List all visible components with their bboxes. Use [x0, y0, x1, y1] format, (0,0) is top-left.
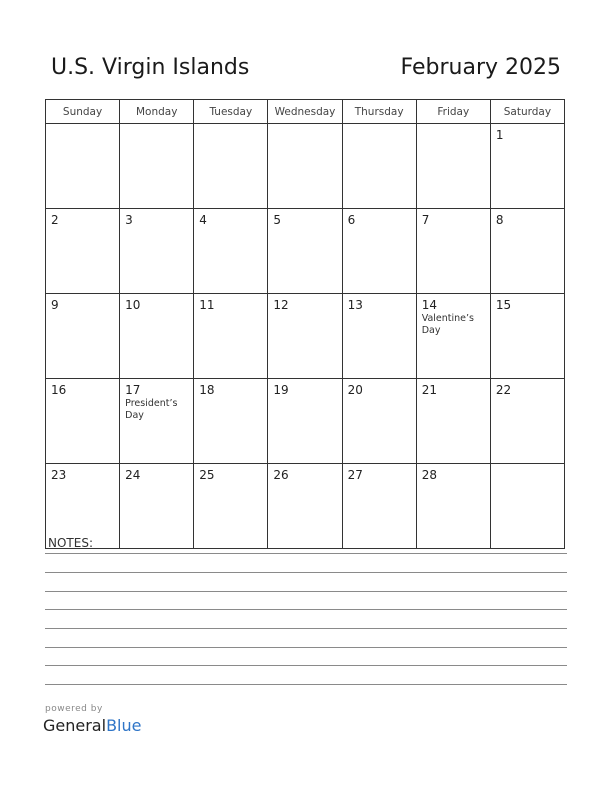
week-row	[46, 464, 565, 549]
day-cell	[490, 464, 564, 549]
day-cell	[194, 124, 268, 209]
weekday-header: Friday	[416, 100, 490, 124]
day-cell	[268, 379, 342, 464]
notes-line	[45, 647, 567, 648]
week-row	[46, 294, 565, 379]
day-number: 2	[51, 213, 59, 227]
weekday-header: Sunday	[46, 100, 120, 124]
notes-line	[45, 591, 567, 592]
generalblue-logo[interactable]	[43, 716, 141, 735]
notes-line	[45, 628, 567, 629]
day-number: 17	[125, 383, 141, 397]
weekday-header: Saturday	[490, 100, 564, 124]
holiday-label-valentines: Valentine’s Day	[421, 313, 474, 336]
weekday-header: Tuesday	[194, 100, 268, 124]
day-number: 14	[421, 298, 437, 312]
day-cell	[194, 464, 268, 549]
day-cell	[342, 294, 416, 379]
day-cell	[46, 379, 120, 464]
powered-by-text: powered by	[45, 704, 103, 714]
day-number: 8	[495, 213, 504, 227]
day-cell	[416, 379, 490, 464]
day-cell	[120, 124, 194, 209]
day-cell	[46, 294, 120, 379]
notes-line	[45, 572, 567, 573]
day-cell	[194, 379, 268, 464]
day-cell	[46, 124, 120, 209]
logo-text-general: General	[43, 716, 107, 735]
day-cell	[490, 124, 564, 209]
day-number: 22	[495, 383, 512, 397]
day-number: 19	[273, 383, 289, 397]
day-number: 3	[125, 213, 133, 227]
day-number: 25	[199, 468, 215, 482]
day-number: 6	[347, 213, 356, 227]
day-cell	[268, 294, 342, 379]
calendar-grid	[45, 99, 565, 549]
week-row	[46, 209, 565, 294]
day-cell	[268, 209, 342, 294]
weekday-header: Wednesday	[268, 100, 342, 124]
logo-text-blue: Blue	[106, 716, 142, 735]
weekday-header-row	[46, 100, 565, 124]
weekday-header: Monday	[120, 100, 194, 124]
holiday-label-presidents: President’s Day	[125, 398, 178, 421]
day-number: 16	[51, 383, 67, 397]
day-number: 15	[495, 298, 512, 312]
day-cell	[490, 209, 564, 294]
day-cell	[46, 209, 120, 294]
notes-line	[45, 665, 567, 666]
day-number: 24	[125, 468, 141, 482]
notes-label: NOTES:	[48, 536, 93, 550]
calendar-month-title: February 2025	[400, 55, 561, 80]
day-number: 5	[273, 213, 282, 227]
day-cell	[416, 294, 490, 379]
notes-line	[45, 684, 567, 685]
day-number: 21	[421, 383, 437, 397]
day-number: 26	[273, 468, 289, 482]
day-cell	[268, 124, 342, 209]
day-cell	[120, 464, 194, 549]
day-cell	[342, 209, 416, 294]
day-cell	[120, 294, 194, 379]
day-number: 20	[347, 383, 363, 397]
weekday-header: Thursday	[342, 100, 416, 124]
day-cell	[268, 464, 342, 549]
day-cell	[342, 464, 416, 549]
day-cell	[120, 209, 194, 294]
notes-line	[45, 553, 567, 554]
day-number: 27	[347, 468, 363, 482]
week-row	[46, 124, 565, 209]
day-cell	[342, 124, 416, 209]
day-number: 12	[273, 298, 289, 312]
day-number: 18	[199, 383, 215, 397]
calendar-region-title: U.S. Virgin Islands	[51, 55, 250, 80]
day-cell	[416, 464, 490, 549]
day-cell	[416, 124, 490, 209]
day-number: 28	[421, 468, 437, 482]
day-cell	[490, 294, 564, 379]
day-number: 9	[51, 298, 59, 312]
day-cell	[194, 209, 268, 294]
day-cell	[194, 294, 268, 379]
week-row	[46, 379, 565, 464]
day-cell	[490, 379, 564, 464]
day-cell	[120, 379, 194, 464]
day-number: 13	[347, 298, 363, 312]
day-number: 11	[199, 298, 215, 312]
day-number: 1	[495, 128, 504, 142]
day-number: 4	[199, 213, 207, 227]
day-number: 23	[51, 468, 67, 482]
day-number: 7	[421, 213, 430, 227]
day-cell	[342, 379, 416, 464]
day-cell	[416, 209, 490, 294]
day-number: 10	[125, 298, 141, 312]
notes-line	[45, 609, 567, 610]
